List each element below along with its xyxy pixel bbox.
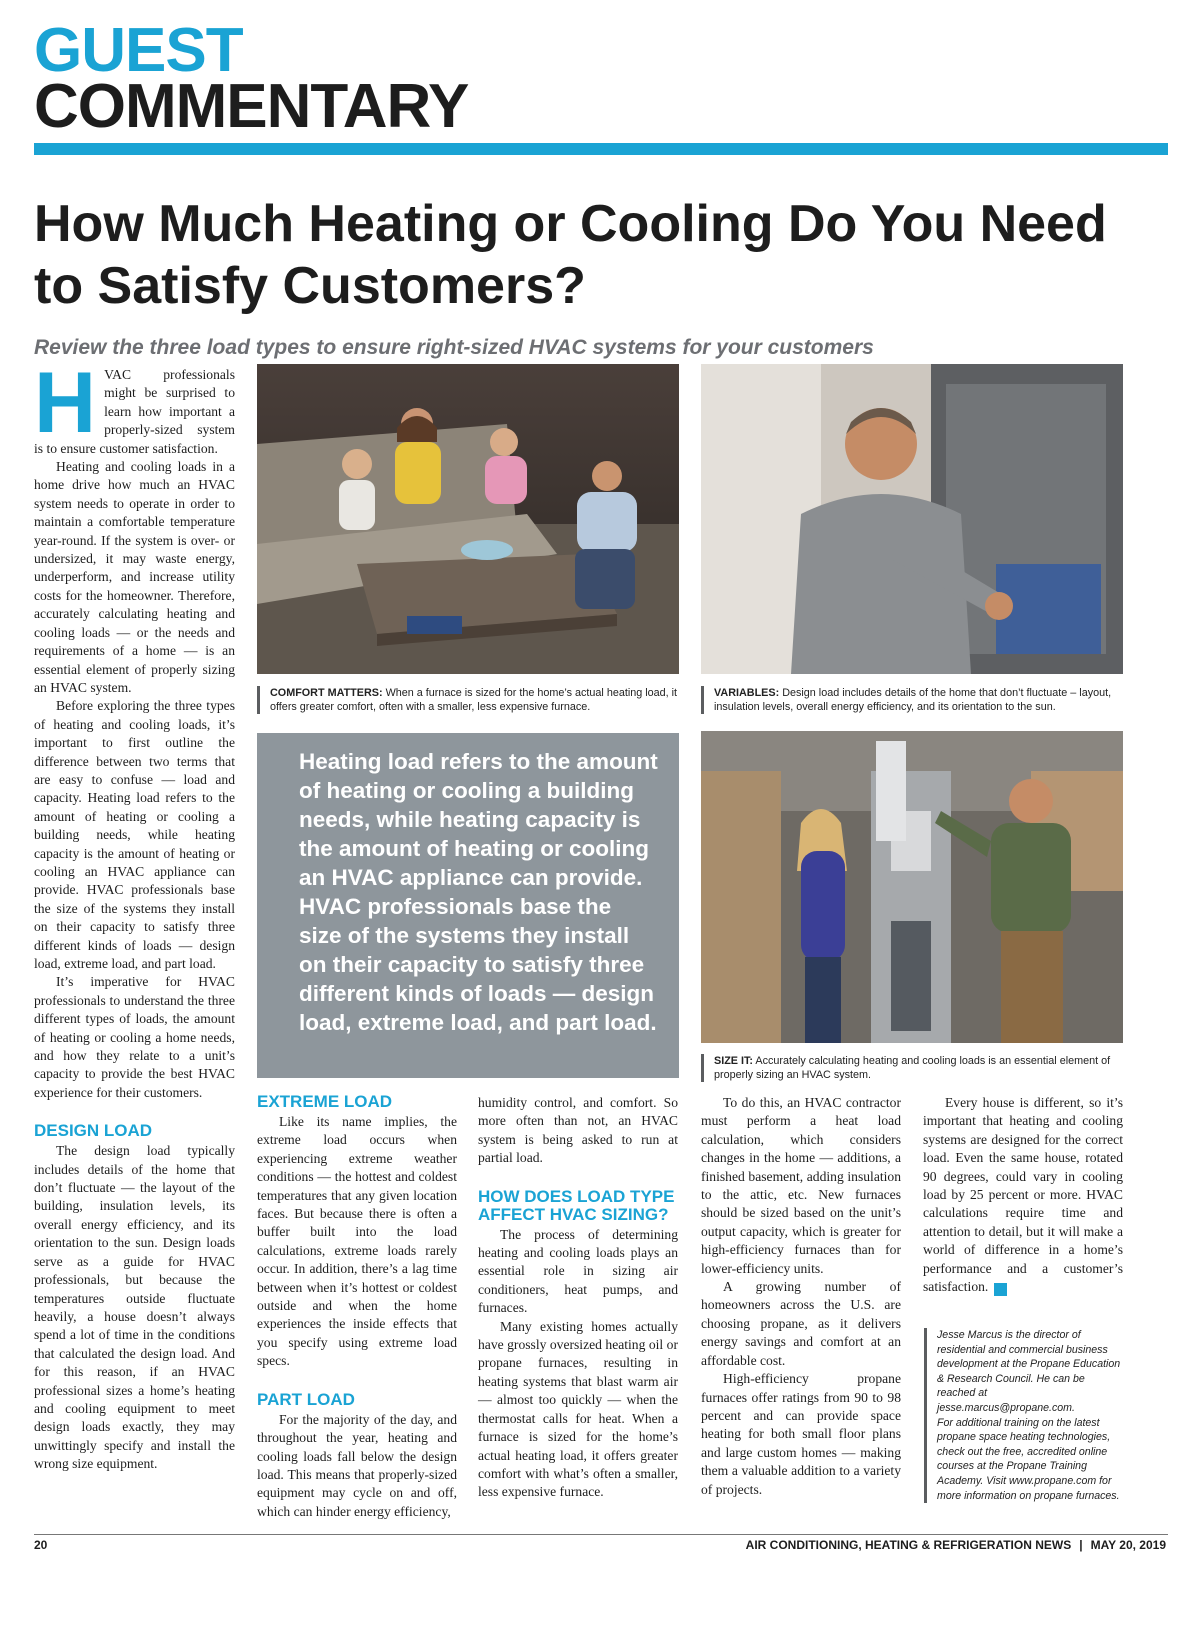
paragraph: For the majority of the day, and throughout the year, heating and cooling loads fall below the design load. This means that properly-sized equipment may cycle on and off, which can hinder energy efficiency, [257, 1411, 457, 1519]
photo-technician-furnace [701, 364, 1123, 674]
subhead-design-load: DESIGN LOAD [34, 1121, 153, 1141]
paragraph: To do this, an HVAC contractor must perform a heat load calculation, which considers changes in the home — additions, a finished basement, adding insulation to the attic, etc. New furnaces should be sized based on the unit’s output capacity, which is greater for high-efficiency furnaces than for lower-efficiency units. [701, 1095, 901, 1276]
page-number: 20 [34, 1538, 48, 1552]
caption-label: VARIABLES: [714, 687, 780, 699]
article-headline: How Much Heating or Cooling Do You Need to Satisfy Customers? [34, 195, 1107, 315]
article-deck: Review the three load types to ensure right-sized HVAC systems for your customers [34, 336, 874, 359]
section-label-commentary: COMMENTARY [34, 72, 469, 141]
paragraph: Many existing homes actually have grossly oversized heating oil or propane furnaces, resulting in heating systems that blast warm air — almost too quickly — when the thermostat calls for heat. When a furnace is sized for the home’s actual heating load, it offers greater comfort with what’s often a smaller, less expensive furnace. [478, 1318, 678, 1500]
paragraph: The design load typically includes details of the home that don’t fluctuate — the layout of the building, insulation levels, its overall energy efficiency, and its orientation to the sun. Design loads serve as a guide for HVAC professionals, but because the temperatures outside fluctuate heavily, a house doesn’t always spend a lot of time in the conditions that calculated the design load. And for this reason, if an HVAC professional sizes a home’s heating and cooling equipment to meet design loads exactly, they may unwittingly specify and install the wrong size equipment. [34, 1143, 235, 1472]
pull-quote [257, 733, 679, 1078]
body-column-4 [701, 1094, 901, 1499]
issue-date: MAY 20, 2019 [1090, 1538, 1166, 1552]
publication-name: AIR CONDITIONING, HEATING & REFRIGERATION NEWS [745, 1538, 1072, 1552]
paragraph: High-efficiency propane furnaces offer ratings from 90 to 98 percent and can provide space heating for both small floor plans and large custom homes — making them a valuable addition to a variety of projects. [701, 1371, 901, 1497]
paragraph: A growing number of homeowners across the U.S. are choosing propane, as it delivers energy savings and comfort at an affordable cost. [701, 1279, 901, 1368]
drop-cap: H [34, 355, 97, 451]
paragraph: Before exploring the three types of heating and cooling loads, it’s important to first outline the difference between two terms that are easy to confuse — load and capacity. Heating load refers to the amount of heating or cooling a building needs, while heating capacity is the amount of heating or cooling an HVAC appliance can provide. HVAC professionals base the size of the systems they install on their capacity to satisfy three different kinds of loads — design load, extreme load, and part load. [34, 698, 235, 971]
paragraph: Like its name implies, the extreme load occurs when experiencing extreme weather conditions — the hottest and coldest temperatures that any given location faces. But because there is often a buffer built into the load calculations, extreme loads rarely occur. In addition, there’s a lag time between when it’s hottest or coldest outside and when the home experiences the inside effects that you specify using extreme load specs. [257, 1114, 457, 1369]
caption-text: Accurately calculating heating and cooling loads is an essential element of properly sizing an HVAC system. [714, 1055, 1111, 1081]
caption-text: When a furnace is sized for the home’s actual heating load, it offers greater comfort, often with a smaller, less expensive furnace. [270, 687, 678, 713]
paragraph: It’s imperative for HVAC professionals to understand the three different types of loads, the amount of heating or cooling a home needs, and how they relate to a unit’s capacity to provide the best HVAC experience for their customers. [34, 974, 235, 1100]
paragraph-text: Every house is different, so it’s important that heating and cooling systems are designed for the correct load. Even the same house, rotated 90 degrees, could vary in cooling load by 25 percent or more. HVAC calculations require time and attention to detail, but it will make a world of difference in a home’s performance and a customer’s satisfaction. [923, 1095, 1123, 1295]
paragraph [923, 1094, 1123, 1296]
body-column-3 [478, 1094, 678, 1502]
photo-caption-size-it [701, 1054, 1123, 1082]
author-bio [924, 1328, 1124, 1503]
paragraph: VAC professionals might be surprised to learn how important a properly-sized system is to ensure customer satisfaction. [34, 367, 235, 456]
author-bio-text: Jesse Marcus is the director of residential and commercial business development at the Propane Education & Research Council. He can be reached at jesse.marcus@propane.com. [937, 1329, 1121, 1414]
section-rule [34, 143, 1168, 155]
photo-caption-variables [701, 686, 1123, 714]
body-column-2 [257, 1093, 457, 1521]
body-column-1 [34, 355, 235, 1474]
paragraph: humidity control, and comfort. So more often than not, an HVAC system is being asked to run at partial load. [478, 1095, 678, 1166]
paragraph: The process of determining heating and cooling loads plays an essential role in sizing air conditioners, heat pumps, and furnaces. [478, 1226, 678, 1316]
caption-text: Design load includes details of the home that don’t fluctuate – layout, insulation levels, overall energy efficiency, and its orientation to the sun. [714, 687, 1112, 713]
body-column-5 [923, 1094, 1123, 1296]
footer-separator: | [1079, 1538, 1083, 1552]
photo-caption-comfort [257, 686, 679, 714]
footer-rule [34, 1534, 1168, 1535]
caption-label: COMFORT MATTERS: [270, 687, 383, 699]
section-label-guest: GUEST [34, 16, 243, 85]
end-mark-icon: N [994, 1283, 1007, 1296]
training-note: For additional training on the latest propane space heating technologies, check out the free, accredited online courses at the Propane Training Academy. Visit www.propane.com for more information on propane furnaces. [937, 1416, 1120, 1502]
photo-family-living-room [257, 364, 679, 674]
paragraph: Heating and cooling loads in a home drive how much an HVAC system needs to operate in order to maintain a comfortable temperature year-round. If the system is over- or undersized, it may waste energy, underperform, and increase utility costs for the homeowner. Therefore, accurately calculating heating and cooling loads — or the needs and requirements of a home — is an essential element of properly sizing an HVAC system. [34, 459, 235, 695]
subhead-part-load: PART LOAD [257, 1389, 355, 1409]
footer-publication-line [746, 1538, 1166, 1552]
caption-label: SIZE IT: [714, 1055, 753, 1067]
subhead-load-type-sizing: HOW DOES LOAD TYPE AFFECT HVAC SIZING? [478, 1186, 675, 1224]
pull-quote-text: Heating load refers to the amount of heating or cooling a building needs, while heating capacity is the amount of heating or cooling an HVAC appliance can provide. HVAC professionals base the size of the systems they install on their capacity to satisfy three different kinds of loads — design load, extreme load, and part load. [299, 749, 658, 1035]
photo-technician-homeowner [701, 731, 1123, 1043]
subhead-extreme-load: EXTREME LOAD [257, 1092, 393, 1111]
